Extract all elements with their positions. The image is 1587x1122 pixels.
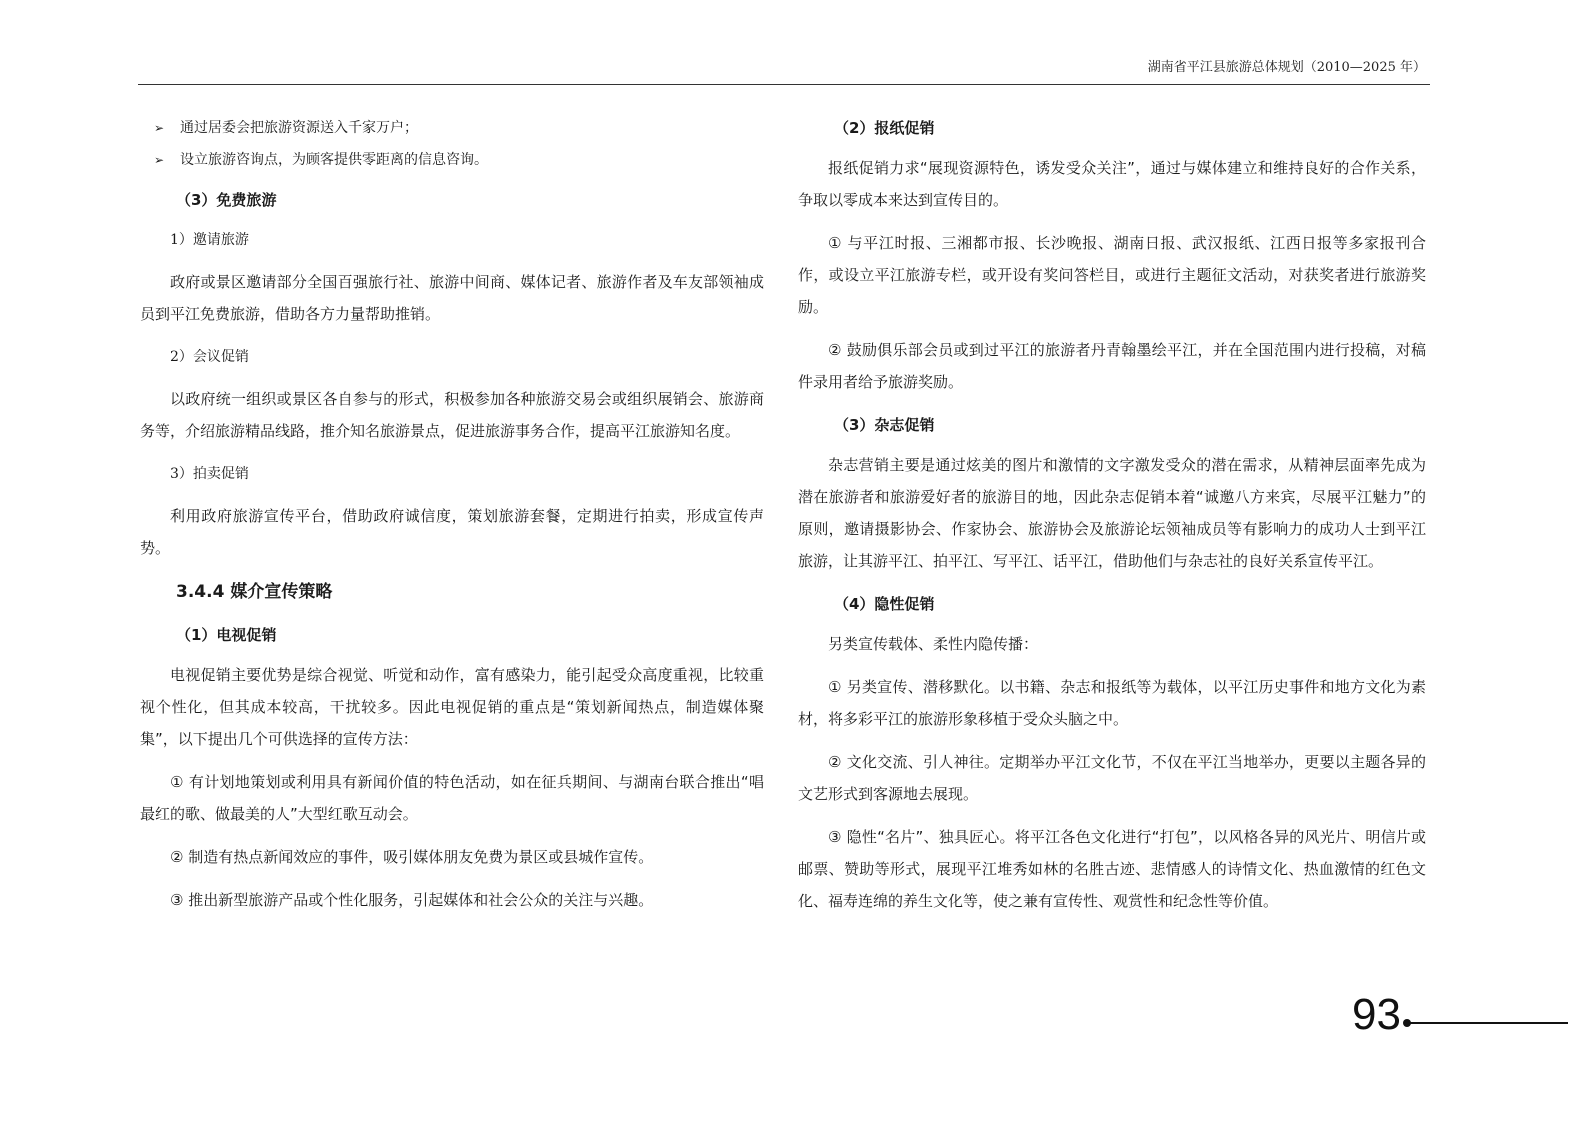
newspaper-promotion-heading: （2）报纸促销 (834, 119, 935, 137)
left-column (140, 112, 764, 927)
hidden-promotion-item-1: ① 另类宣传、潜移默化。以书籍、杂志和报纸等为载体，以平江历史事件和地方文化为素材，将多彩平江的旅游形象移植于受众头脑之中。 (798, 678, 1426, 728)
header-divider (138, 84, 1430, 85)
invite-tour-paragraph: 政府或景区邀请部分全国百强旅行社、旅游中间商、媒体记者、旅游作者及车友部领袖成员到平江免费旅游，借助各方力量帮助推销。 (140, 273, 764, 323)
bullet-text: 通过居委会把旅游资源送入千家万户； (180, 120, 418, 136)
tv-method-item-2: ② 制造有热点新闻效应的事件，吸引媒体朋友免费为景区或县城作宣传。 (170, 848, 654, 866)
bullet-item (140, 112, 764, 144)
page-number: 93 (1352, 990, 1401, 1039)
tv-promotion-heading: （1）电视促销 (176, 626, 277, 644)
right-column (798, 112, 1426, 928)
auction-promotion-paragraph: 利用政府旅游宣传平台，借助政府诚信度，策划旅游套餐，定期进行拍卖，形成宣传声势。 (140, 507, 764, 557)
newspaper-item-1: ① 与平江时报、三湘都市报、长沙晚报、湖南日报、武汉报纸、江西日报等多家报刊合作，或设立平江旅游专栏，或开设有奖问答栏目，或进行主题征文活动，对获奖者进行旅游奖励。 (798, 234, 1426, 316)
newspaper-item-2: ② 鼓励俱乐部会员或到过平江的旅游者丹青翰墨绘平江，并在全国范围内进行投稿，对稿件录用者给予旅游奖励。 (798, 341, 1426, 391)
invite-tour-heading: 1）邀请旅游 (170, 232, 249, 248)
meeting-promotion-heading: 2）会议促销 (170, 349, 249, 365)
hidden-promotion-intro: 另类宣传载体、柔性内隐传播： (828, 635, 1039, 653)
page-number-rule (1408, 1022, 1568, 1024)
tv-method-item-1: ① 有计划地策划或利用具有新闻价值的特色活动，如在征兵期间、与湖南台联合推出“唱最红的歌、做最美的人”大型红歌互动会。 (140, 773, 764, 823)
arrow-bullet-icon: ➢ (154, 153, 165, 167)
arrow-bullet-icon: ➢ (154, 121, 165, 135)
hidden-promotion-item-3: ③ 隐性“名片”、独具匠心。将平江各色文化进行“打包”，以风格各异的风光片、明信片或邮票、赞助等形式，展现平江堆秀如林的名胜古迹、悲情感人的诗情文化、热血激情的红色文化、福寿连绵的养生文化等，使之兼有宣传性、观赏性和纪念性等价值。 (798, 828, 1426, 910)
auction-promotion-heading: 3）拍卖促销 (170, 466, 249, 482)
bullet-item (140, 144, 764, 176)
bullet-text: 设立旅游咨询点，为顾客提供零距离的信息咨询。 (180, 152, 488, 168)
tv-promotion-paragraph: 电视促销主要优势是综合视觉、听觉和动作，富有感染力，能引起受众高度重视，比较重视个性化，但其成本较高，干扰较多。因此电视促销的重点是“策划新闻热点，制造媒体聚集”，以下提出几个可供选择的宣传方法： (140, 666, 764, 748)
magazine-promotion-paragraph: 杂志营销主要是通过炫美的图片和激情的文字激发受众的潜在需求，从精神层面率先成为潜在旅游者和旅游爱好者的旅游目的地，因此杂志促销本着“诚邀八方来宾，尽展平江魅力”的原则，邀请摄影协会、作家协会、旅游协会及旅游论坛领袖成员等有影响力的成功人士到平江旅游，让其游平江、拍平江、写平江、话平江，借助他们与杂志社的良好关系宣传平江。 (798, 456, 1426, 570)
free-tour-heading: （3）免费旅游 (176, 191, 277, 209)
hidden-promotion-item-2: ② 文化交流、引人神往。定期举办平江文化节，不仅在平江当地举办，更要以主题各异的文艺形式到客源地去展现。 (798, 753, 1426, 803)
document-header-title: 湖南省平江县旅游总体规划（2010—2025 年） (1147, 60, 1426, 75)
tv-method-item-3: ③ 推出新型旅游产品或个性化服务，引起媒体和社会公众的关注与兴趣。 (170, 891, 654, 909)
magazine-promotion-heading: （3）杂志促销 (834, 416, 935, 434)
meeting-promotion-paragraph: 以政府统一组织或景区各自参与的形式，积极参加各种旅游交易会或组织展销会、旅游商务等，介绍旅游精品线路，推介知名旅游景点，促进旅游事务合作，提高平江旅游知名度。 (140, 390, 764, 440)
hidden-promotion-heading: （4）隐性促销 (834, 595, 935, 613)
newspaper-promotion-paragraph: 报纸促销力求“展现资源特色，诱发受众关注”，通过与媒体建立和维持良好的合作关系，争取以零成本来达到宣传目的。 (798, 159, 1426, 209)
media-strategy-section-heading: 3.4.4 媒介宣传策略 (176, 582, 333, 602)
